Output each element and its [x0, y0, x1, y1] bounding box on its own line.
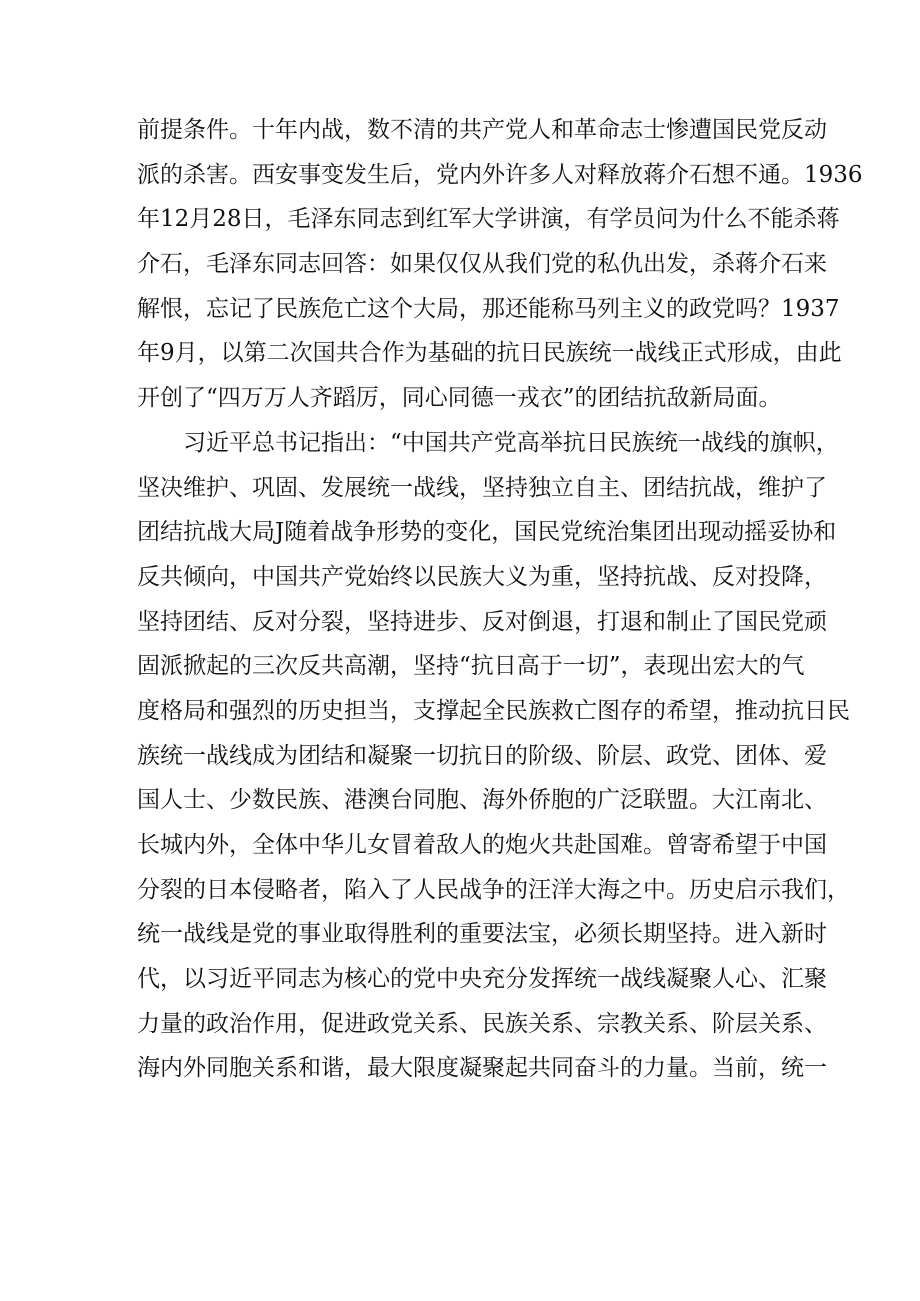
text-line: 开创了“四万万人齐蹈厉，同心同德一戎衣”的团结抗敌新局面。	[137, 385, 782, 412]
text-line: 国人士、少数民族、港澳台同胞、海外侨胞的广泛联盟。大江南北、	[137, 787, 827, 814]
text-line: 习近平总书记指出：“中国共产党高举抗日民族统一战线的旗帜，	[183, 429, 839, 456]
text-line: 固派掀起的三次反共高潮，坚持“抗日高于一切”，表现出宏大的气	[137, 653, 805, 680]
text-line: 年12月28日，毛泽东同志到红军大学讲演，有学员问为什么不能杀蒋	[137, 206, 840, 233]
paragraph-1	[137, 108, 863, 421]
text-line: 前提条件。十年内战，数不清的共产党人和革命志士惨遭国民党反动	[137, 117, 827, 143]
text-line: 力量的政治作用，促进政党关系、民族关系、宗教关系、阶层关系、	[137, 1010, 827, 1037]
text-line: 派的杀害。西安事变发生后，党内外许多人对释放蒋介石想不通。1936	[137, 161, 863, 188]
text-line: 统一战线是党的事业取得胜利的重要法宝，必须长期坚持。进入新时	[137, 921, 827, 948]
text-line: 分裂的日本侵略者，陷入了人民战争的汪洋大海之中。历史启示我们，	[137, 876, 850, 903]
text-line: 长城内外，全体中华儿女冒着敌人的炮火共赴国难。曾寄希望于中国	[137, 832, 827, 858]
text-line: 介石，毛泽东同志回答：如果仅仅从我们党的私仇出发，杀蒋介石来	[137, 251, 827, 278]
paragraph-2	[137, 421, 850, 1091]
text-line: 解恨，忘记了民族危亡这个大局，那还能称马列主义的政党吗？1937	[137, 295, 840, 322]
text-line: 坚持团结、反对分裂，坚持进步、反对倒退，打退和制止了国民党顽	[137, 608, 827, 635]
text-line: 度格局和强烈的历史担当，支撑起全民族救亡图存的希望，推动抗日民	[137, 697, 850, 724]
text-line: 坚决维护、巩固、发展统一战线，坚持独立自主、团结抗战，维护了	[137, 474, 827, 501]
text-line: 反共倾向，中国共产党始终以民族大义为重，坚持抗战、反对投降，	[137, 563, 827, 590]
document-body	[137, 108, 863, 1091]
text-line: 族统一战线成为团结和凝聚一切抗日的阶级、阶层、政党、团体、爱	[137, 742, 827, 769]
text-line: 海内外同胞关系和谐，最大限度凝聚起共同奋斗的力量。当前，统一	[137, 1055, 827, 1082]
text-line: 团结抗战大局J随着战争形势的变化，国民党统治集团出现动摇妥协和	[137, 519, 837, 546]
text-line: 年9月，以第二次国共合作为基础的抗日民族统一战线正式形成，由此	[137, 340, 842, 367]
text-line: 代，以习近平同志为核心的党中央充分发挥统一战线凝聚人心、汇聚	[137, 966, 827, 993]
